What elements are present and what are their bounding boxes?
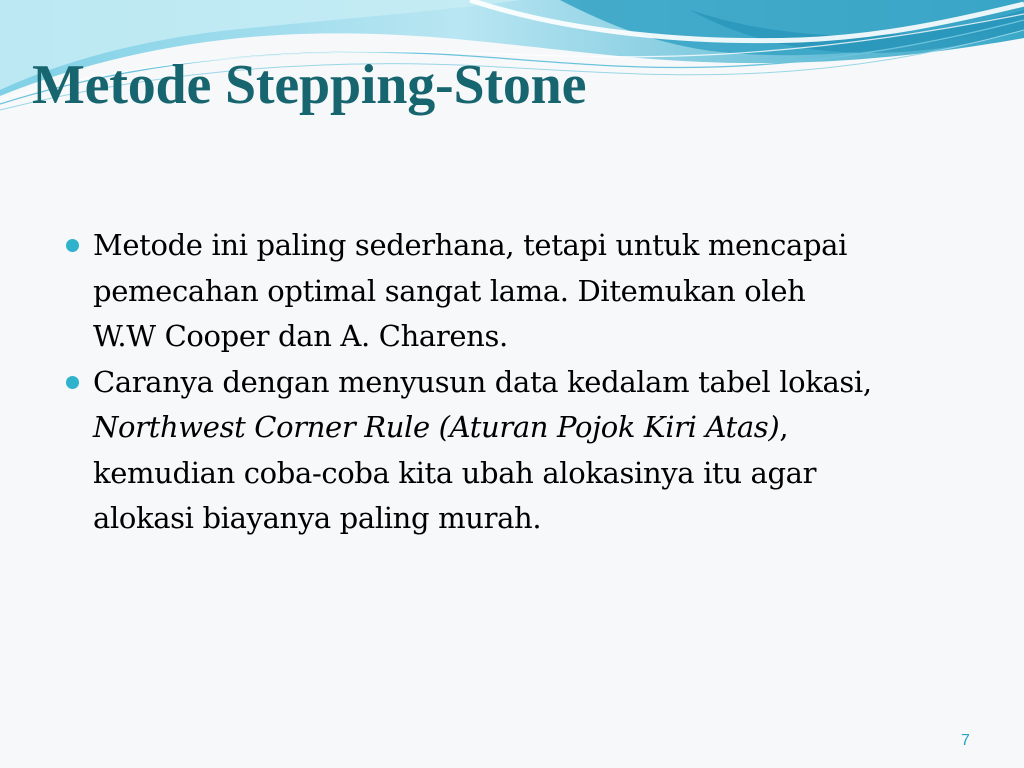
bullet-2-line-2 (93, 405, 962, 451)
bullet-1-line-1: Metode ini paling sederhana, tetapi untuk mencapai (93, 228, 848, 262)
bullet-dot-icon (66, 239, 79, 252)
bullet-2-line-4: alokasi biayanya paling murah. (93, 501, 542, 535)
bullet-2-italic-term: Northwest Corner Rule (Aturan Pojok Kiri Atas) (93, 410, 780, 444)
bullet-item-1 (62, 223, 962, 360)
bullet-2-line-3: kemudian coba-coba kita ubah alokasinya itu agar (93, 455, 817, 490)
bullet-item-2 (62, 360, 962, 542)
slide-title: Metode Stepping-Stone (32, 54, 587, 116)
bullet-2-comma: , (779, 410, 789, 444)
bullet-dot-icon (66, 376, 79, 389)
bullet-list (62, 223, 962, 542)
bullet-1-line-2: pemecahan optimal sangat lama. Ditemukan oleh (93, 273, 806, 308)
bullet-2-line-1: Caranya dengan menyusun data kedalam tabel lokasi, (93, 364, 872, 399)
bullet-1-line-3: W.W Cooper dan A. Charens. (93, 319, 508, 353)
page-number: 7 (961, 732, 970, 749)
